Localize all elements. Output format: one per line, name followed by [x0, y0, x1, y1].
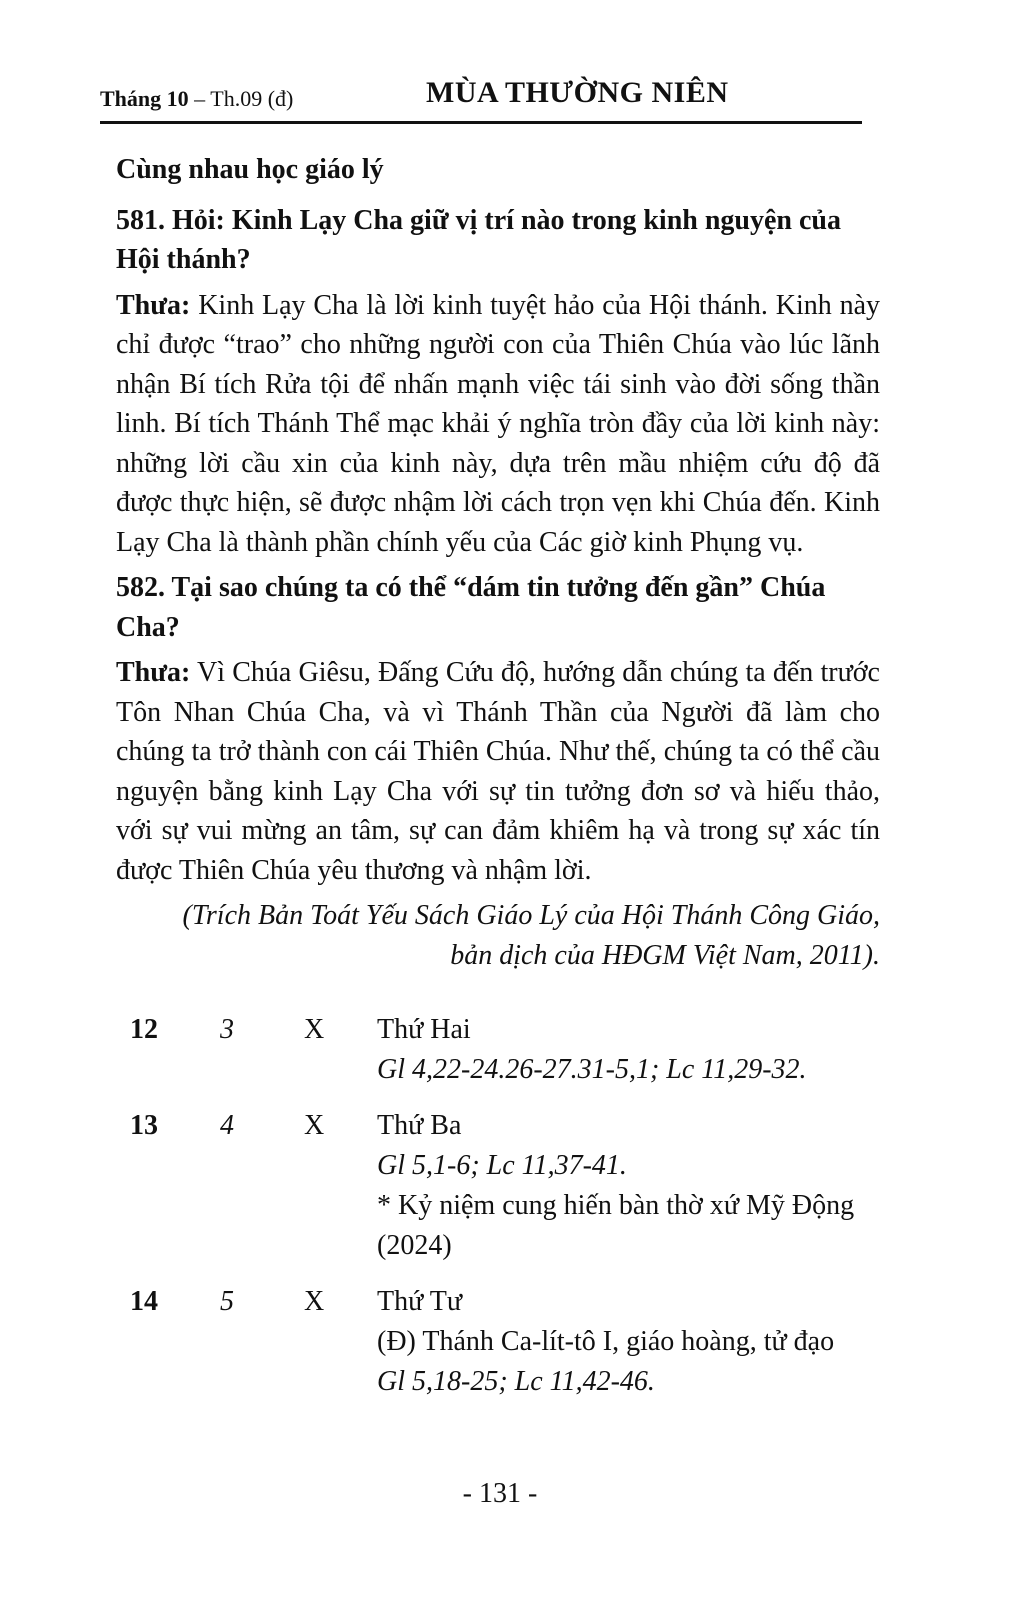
header-week: Th.09 (đ)	[210, 86, 294, 111]
calendar-weekday-number: 5	[220, 1286, 234, 1317]
page-number: - 131 -	[462, 1478, 538, 1509]
calendar-day: 14	[130, 1286, 158, 1317]
answer-582	[116, 653, 880, 890]
calendar-entries	[377, 1106, 880, 1266]
catechism-section	[116, 150, 880, 975]
calendar-entries	[377, 1282, 880, 1402]
question-581: 581. Hỏi: Kinh Lạy Cha giữ vị trí nào trong kinh nguyện của Hội thánh?	[116, 204, 841, 275]
calendar-day: 12	[130, 1014, 158, 1045]
answer-582-text: Vì Chúa Giêsu, Đấng Cứu độ, hướng dẫn chúng ta đến trước Tôn Nhan Chúa Cha, và vì Thánh Thần của Người đã làm cho chúng ta trở thành con cái Thiên Chúa. Như thế, chúng ta có thể cầu nguyện bằng kinh Lạy Cha với sự tin tưởng đơn sơ và hiếu thảo, với sự vui mừng an tâm, sự can đảm khiêm hạ và trong sự xác tín được Thiên Chúa yêu thương và nhậm lời.	[116, 657, 880, 886]
calendar-liturgical-color: X	[304, 1110, 325, 1141]
calendar-note: * Kỷ niệm cung hiến bàn thờ xứ Mỹ Động (2024)	[377, 1190, 855, 1261]
answer-581-label: Thưa:	[116, 289, 191, 321]
header-month-week	[100, 86, 293, 112]
calendar-day-name: Thứ Tư	[377, 1286, 463, 1317]
calendar-row	[130, 1010, 880, 1090]
answer-581-text: Kinh Lạy Cha là lời kinh tuyệt hảo của Hội thánh. Kinh này chỉ được “trao” cho những người con của Thiên Chúa vào lúc lãnh nhận Bí tích Rửa tội để nhấn mạnh việc tái sinh vào đời sống thần linh. Bí tích Thánh Thể mạc khải ý nghĩa tròn đầy của lời kinh này: những lời cầu xin của kinh này, dựa trên mầu nhiệm cứu độ đã được thực hiện, sẽ được nhậm lời cách trọn vẹn khi Chúa đến. Kinh Lạy Cha là thành phần chính yếu của Các giờ kinh Phụng vụ.	[116, 289, 880, 558]
calendar-entries	[377, 1010, 880, 1090]
calendar-liturgical-color: X	[304, 1014, 325, 1045]
answer-582-label: Thưa:	[116, 657, 191, 688]
calendar-reading: Gl 4,22-24.26-27.31-5,1; Lc 11,29-32.	[377, 1054, 807, 1085]
header-month: Tháng 10	[100, 86, 189, 111]
question-582: 582. Tại sao chúng ta có thể “dám tin tưởng đến gần” Chúa Cha?	[116, 572, 826, 643]
answer-581	[116, 286, 880, 563]
page-header	[100, 74, 862, 124]
calendar-reading: Gl 5,18-25; Lc 11,42-46.	[377, 1366, 655, 1397]
calendar-day-name: Thứ Hai	[377, 1014, 471, 1045]
header-separator: –	[188, 86, 211, 111]
calendar-row	[130, 1106, 880, 1266]
liturgical-calendar	[130, 1010, 880, 1418]
citation-line-1: (Trích Bản Toát Yếu Sách Giáo Lý của Hội Thánh Công Giáo,	[182, 900, 880, 931]
calendar-weekday-number: 4	[220, 1110, 234, 1141]
calendar-liturgical-color: X	[304, 1286, 325, 1317]
calendar-day: 13	[130, 1110, 158, 1141]
header-divider	[100, 121, 862, 124]
citation-line-2: bản dịch của HĐGM Việt Nam, 2011).	[450, 939, 880, 971]
calendar-reading: Gl 5,1-6; Lc 11,37-41.	[377, 1150, 627, 1181]
calendar-day-name: Thứ Ba	[377, 1110, 462, 1141]
calendar-row	[130, 1282, 880, 1402]
calendar-weekday-number: 3	[220, 1014, 234, 1045]
section-title: Cùng nhau học giáo lý	[116, 154, 384, 185]
calendar-memorial: (Đ) Thánh Ca-lít-tô I, giáo hoàng, tử đạo	[377, 1326, 835, 1357]
header-title: MÙA THƯỜNG NIÊN	[426, 76, 729, 109]
